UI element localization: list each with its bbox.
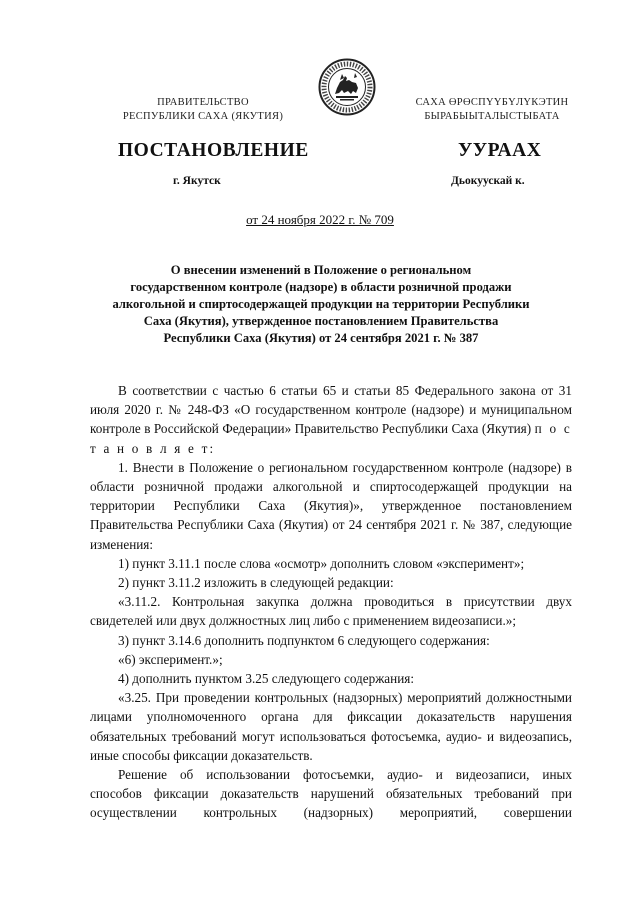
paragraph-9-line: способов фиксации доказательств нарушений обязательных требований при xyxy=(90,786,572,802)
document-body xyxy=(90,381,572,823)
doc-type-yakut: УУРААХ xyxy=(458,140,542,161)
government-name-russian xyxy=(103,96,303,124)
intro-paragraph xyxy=(90,381,572,458)
government-name-yakut-line1: САХА ӨРӨСПҮҮБҮЛҮКЭТИН xyxy=(415,97,569,108)
government-name-line2: РЕСПУБЛИКИ САХА (ЯКУТИЯ) xyxy=(122,111,284,122)
date-number-line xyxy=(0,212,640,228)
doc-type-russian: ПОСТАНОВЛЕНИЕ xyxy=(118,140,309,161)
paragraph-9 xyxy=(90,765,572,823)
title-line: Республики Саха (Якутия) от 24 сентября 2021 г. № 387 xyxy=(163,331,479,345)
paragraph-5: 3) пункт 3.14.6 дополнить подпунктом 6 следующего содержания: xyxy=(118,632,490,648)
government-name-yakut-line2: БЫРАБЫЫТАЛЫСТЫБАТА xyxy=(424,111,560,122)
paragraph-9-line: Решение об использовании фотосъемки, аудио- и видеозаписи, иных xyxy=(118,767,572,783)
intro-verb: п о с т а н о в л я е т: xyxy=(90,421,572,456)
paragraph-1: 1. Внести в Положение о региональном государственном контроле (надзоре) в области розничной продажи алкогольной и спиртосодержащей продукции на территории Республики Саха (Якутия)», утвержденное постановлением Правительства Республики Саха (Якутия) от 24 сентября 2021 г. № 387, следующие изменения: xyxy=(90,459,572,552)
paragraph-4: «3.11.2. Контрольная закупка должна проводиться в присутствии двух свидетелей или двух должностных лиц либо с применением видеозаписи.»; xyxy=(90,594,572,629)
government-name-line1: ПРАВИТЕЛЬСТВО xyxy=(157,97,249,108)
document-title xyxy=(90,262,552,347)
title-line: О внесении изменений в Положение о региональном xyxy=(170,263,472,277)
title-line: алкогольной и спиртосодержащей продукции на территории Республики xyxy=(112,297,530,311)
intro-text: В соответствии с частью 6 статьи 65 и статьи 85 Федерального закона от 31 июля 2020 г. № 248-ФЗ «О государственном контроле (надзоре) и муниципальном контроле в Российской Федерации» Правительство Республики Саха (Якутия) xyxy=(90,383,572,437)
paragraph-6: «6) эксперимент.»; xyxy=(118,651,223,667)
paragraph-7: 4) дополнить пунктом 3.25 следующего содержания: xyxy=(118,671,415,687)
title-line: государственном контроле (надзоре) в области розничной продажи xyxy=(130,280,512,294)
paragraph-3: 2) пункт 3.11.2 изложить в следующей редакции: xyxy=(118,575,394,591)
place-russian: г. Якутск xyxy=(173,175,221,187)
paragraph-9-line: осуществлении контрольных (надзорных) мероприятий, совершении xyxy=(90,805,572,821)
government-name-yakut xyxy=(392,96,592,124)
date-number-text: от 24 ноября 2022 г. № 709 xyxy=(246,212,394,227)
coat-of-arms-emblem-icon xyxy=(318,58,376,116)
title-line: Саха (Якутия), утвержденное постановлением Правительства xyxy=(143,314,499,328)
place-yakut: Дьокуускай к. xyxy=(451,175,525,187)
paragraph-8: «3.25. При проведении контрольных (надзорных) мероприятий должностными лицами уполномоченного органа для фиксации доказательств нарушения обязательных требований могут использоваться фотосъемка, аудио- и видеозапись, иные способы фиксации доказательств. xyxy=(90,690,572,763)
paragraph-2: 1) пункт 3.11.1 после слова «осмотр» дополнить словом «эксперимент»; xyxy=(118,555,525,571)
